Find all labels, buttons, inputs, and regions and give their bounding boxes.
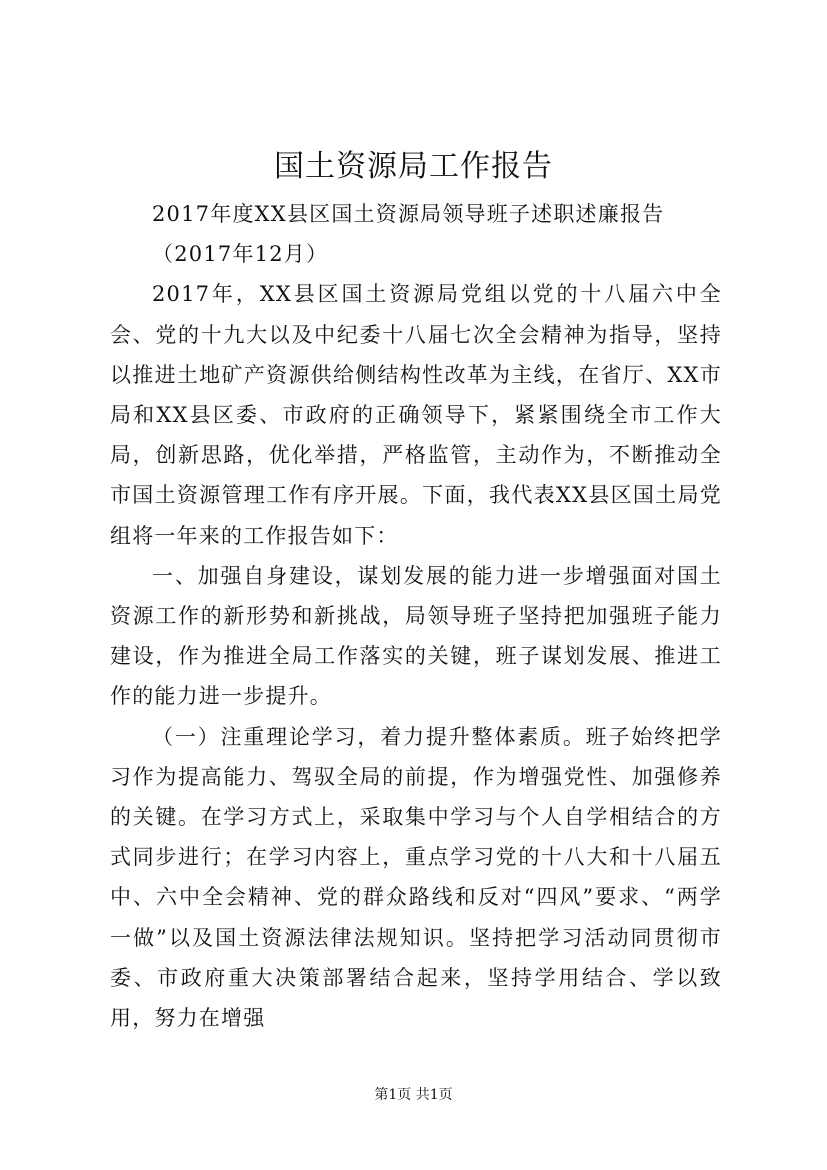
section-one-paragraph: 一、加强自身建设，谋划发展的能力进一步增强面对国土资源工作的新形势和新挑战，局领导班子坚持把加强班子能力建设，作为推进全局工作落实的关键，班子谋划发展、推进工作的能力进一步提升。 bbox=[110, 563, 722, 709]
document-body bbox=[110, 194, 722, 1038]
document-title: 国土资源局工作报告 bbox=[274, 149, 553, 184]
date-paragraph: （2017年12月） bbox=[152, 242, 329, 267]
page-footer: 第1页 共1页 bbox=[374, 1087, 453, 1103]
subsection-one-paragraph: （一）注重理论学习，着力提升整体素质。班子始终把学习作为提高能力、驾驭全局的前提，作为增强党性、加强修养的关键。在学习方式上，采取集中学习与个人自学相结合的方式同步进行；在学习内容上，重点学习党的十八大和十八届五中、六中全会精神、党的群众路线和反对“四风”要求、“两学一做”以及国土资源法律法规知识。坚持把学习活动同贯彻市委、市政府重大决策部署结合起来，坚持学用结合、学以致用，努力在增强 bbox=[110, 724, 722, 1031]
intro-paragraph: 2017年，XX县区国土资源局党组以党的十八届六中全会、党的十九大以及中纪委十八届七次全会精神为指导，坚持以推进土地矿产资源供给侧结构性改革为主线，在省厅、XX市局和XX县区委、市政府的正确领导下，紧紧围绕全市工作大局，创新思路，优化举措，严格监管，主动作为，不断推动全市国土资源管理工作有序开展。下面，我代表XX县区国土局党组将一年来的工作报告如下： bbox=[110, 282, 722, 548]
subtitle-paragraph: 2017年度XX县区国土资源局领导班子述职述廉报告 bbox=[152, 202, 665, 226]
